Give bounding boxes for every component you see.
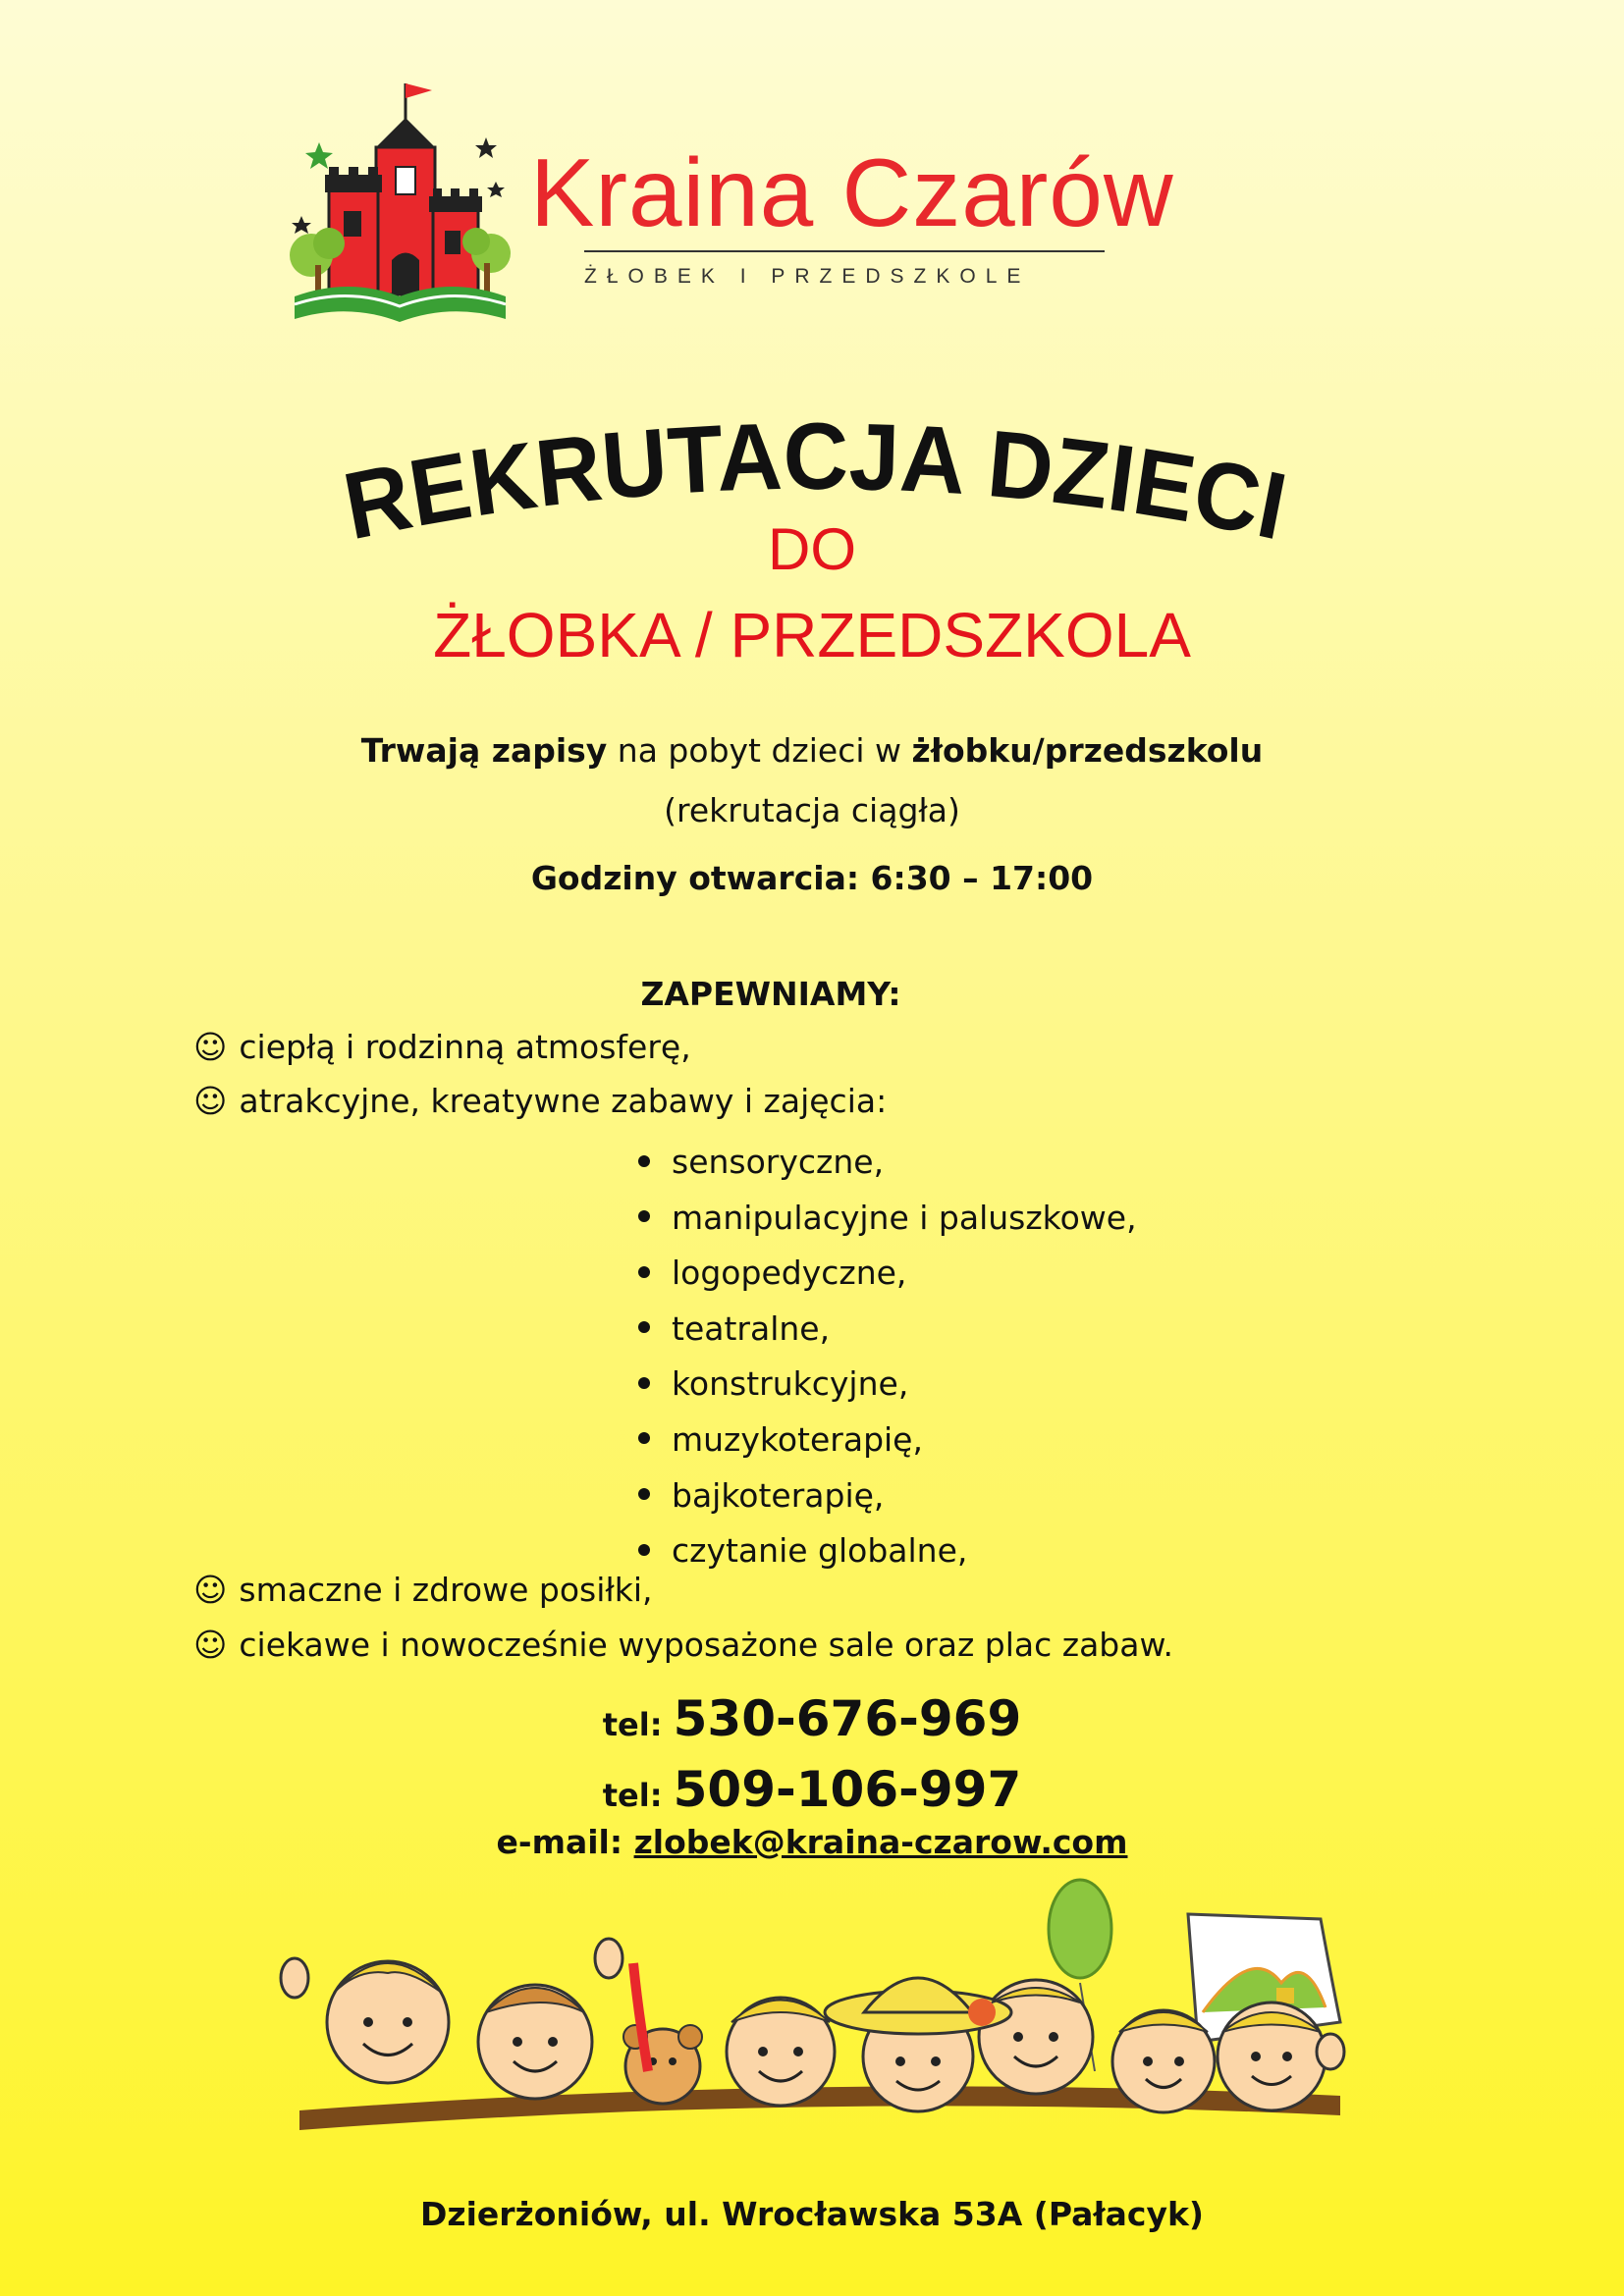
- list-item: sensoryczne,: [638, 1135, 1137, 1191]
- headline-nursery: ŻŁOBKA / PRZEDSZKOLA: [433, 600, 1191, 670]
- email-label: e-mail:: [496, 1823, 634, 1861]
- offer-item: [193, 1571, 653, 1609]
- enrollment-text: na pobyt dzieci w: [607, 731, 912, 770]
- enrollment-bold: Trwają zapisy: [360, 731, 608, 770]
- smiley-icon: ☺: [193, 1082, 228, 1120]
- offer-heading: ZAPEWNIAMY:: [640, 975, 901, 1013]
- smiley-icon: ☺: [193, 1028, 228, 1066]
- bullet-icon: [638, 1432, 650, 1444]
- email-line: [0, 1823, 1624, 1861]
- bullet-icon: [638, 1266, 650, 1278]
- opening-hours: Godziny otwarcia: 6:30 – 17:00: [530, 859, 1094, 897]
- offer-item: [193, 1626, 1173, 1664]
- phone-label: tel:: [602, 1777, 674, 1814]
- bullet-icon: [638, 1377, 650, 1389]
- smiley-icon: ☺: [193, 1626, 228, 1664]
- phone-1: [0, 1690, 1624, 1747]
- brand-name: Kraina Czarów: [530, 138, 1174, 246]
- list-item: muzykoterapię,: [638, 1413, 1137, 1468]
- address: Dzierżoniów, ul. Wrocławska 53A (Pałacyk): [419, 2195, 1205, 2233]
- brand-subtitle: ŻŁOBEK I PRZEDSZKOLE: [584, 265, 1031, 288]
- castle-logo-icon: [290, 69, 511, 329]
- offer-item-text: ciekawe i nowocześnie wyposażone sale oraz plac zabaw.: [239, 1626, 1173, 1664]
- phone-2: [0, 1761, 1624, 1818]
- enrollment-place: żłobku/przedszkolu: [911, 731, 1264, 770]
- list-item: logopedyczne,: [638, 1246, 1137, 1302]
- offer-item: [193, 1082, 887, 1120]
- phone-label: tel:: [602, 1706, 674, 1743]
- enrollment-line: [0, 731, 1624, 770]
- offer-item-text: atrakcyjne, kreatywne zabawy i zajęcia:: [239, 1082, 888, 1120]
- bullet-icon: [638, 1321, 650, 1333]
- email-link[interactable]: zlobek@kraina-czarow.com: [633, 1823, 1128, 1861]
- phone-number-2[interactable]: 509-106-997: [673, 1761, 1022, 1818]
- list-item: teatralne,: [638, 1302, 1137, 1358]
- headline-do: DO: [768, 516, 856, 582]
- headline-main: REKRUTACJA DZIECI: [336, 402, 1295, 561]
- list-item: manipulacyjne i paluszkowe,: [638, 1191, 1137, 1247]
- children-illustration: [250, 1875, 1389, 2140]
- smiley-icon: ☺: [193, 1571, 228, 1609]
- offer-item-text: ciepłą i rodzinną atmosferę,: [239, 1028, 691, 1066]
- offer-item: [193, 1028, 691, 1066]
- recruitment-note: (rekrutacja ciągła): [664, 791, 960, 829]
- bullet-icon: [638, 1488, 650, 1500]
- phone-number-1[interactable]: 530-676-969: [673, 1690, 1022, 1747]
- list-item: konstrukcyjne,: [638, 1357, 1137, 1413]
- list-item: bajkoterapię,: [638, 1468, 1137, 1524]
- offer-item-text: smaczne i zdrowe posiłki,: [239, 1571, 653, 1609]
- bullet-icon: [638, 1210, 650, 1222]
- bullet-icon: [638, 1155, 650, 1167]
- list-item: czytanie globalne,: [638, 1523, 1137, 1579]
- bullet-icon: [638, 1544, 650, 1556]
- activities-list: [638, 1135, 1137, 1579]
- brand-divider: [584, 250, 1105, 252]
